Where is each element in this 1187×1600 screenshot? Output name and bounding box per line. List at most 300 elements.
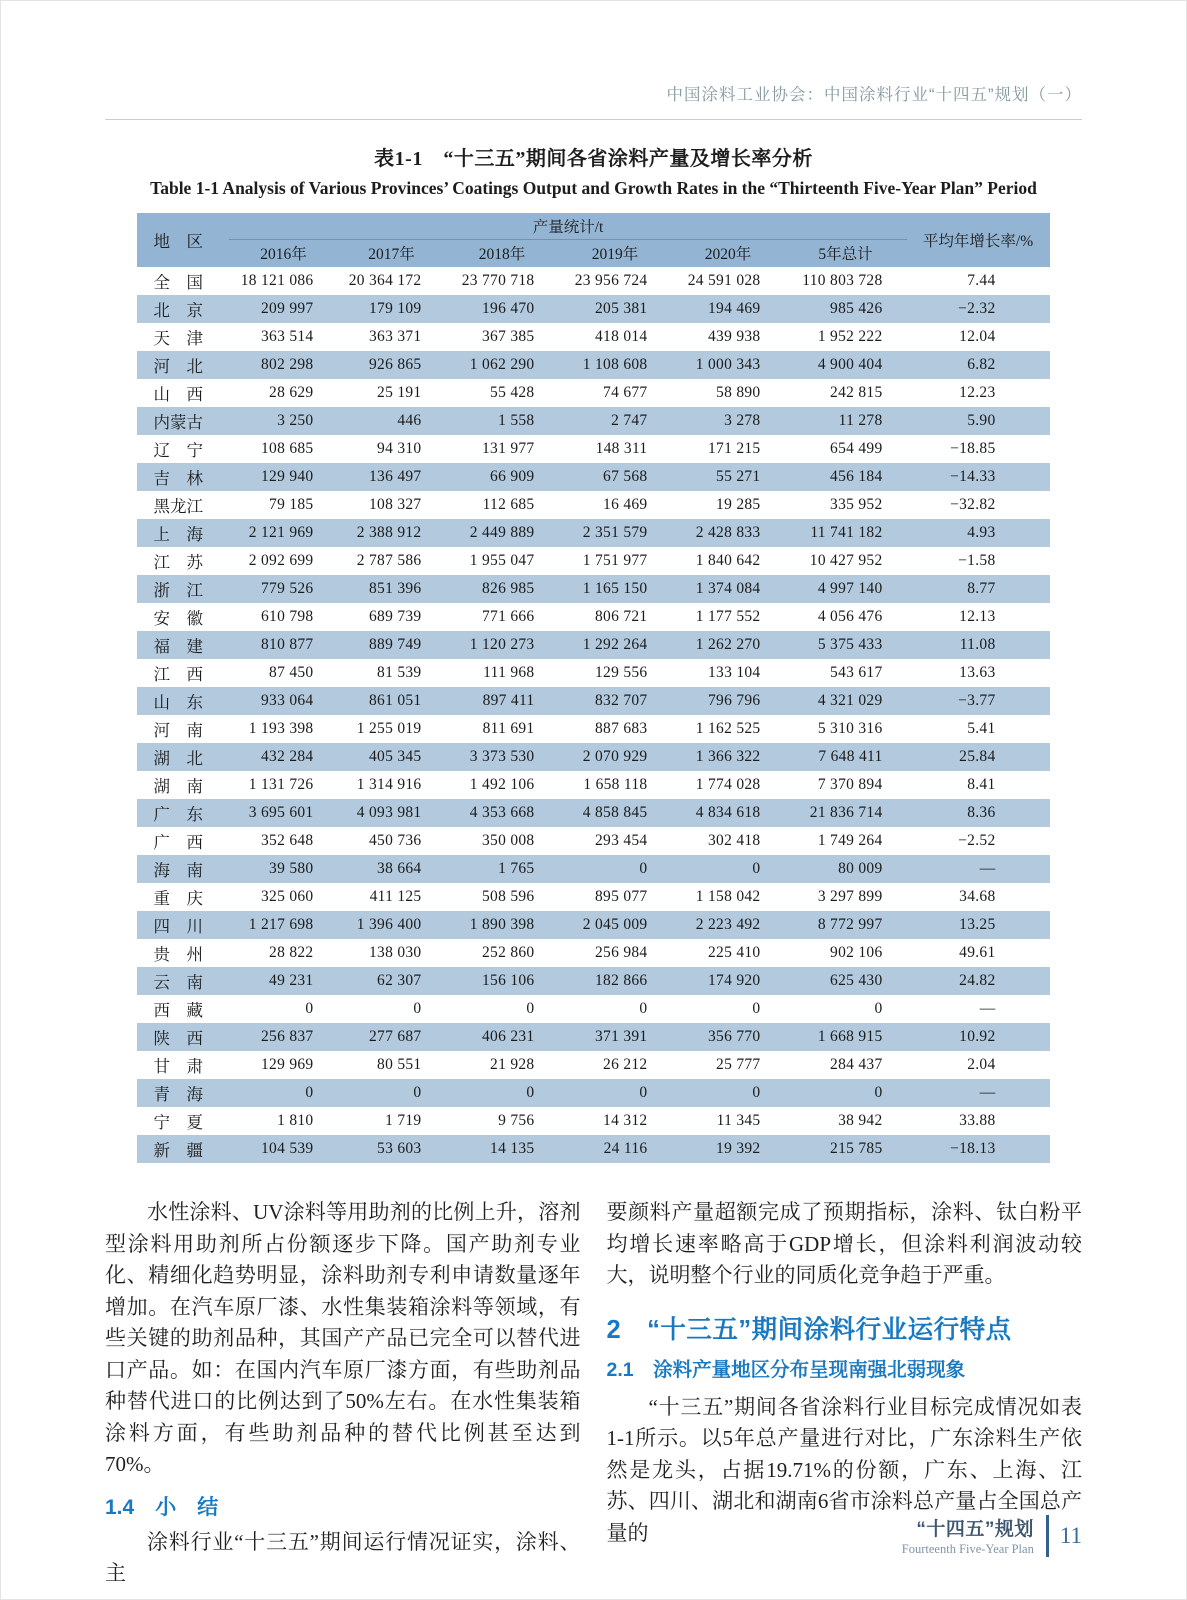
value-cell: 4 997 140 [817,580,883,597]
region-cell: 吉 林 [153,469,203,488]
value-cell: 7 648 411 [818,748,883,765]
provinces-output-table [137,213,1049,1163]
table-row [137,715,1049,743]
table-row [137,547,1049,575]
value-cell: 1 193 398 [248,720,314,737]
region-cell: 安 徽 [153,609,203,628]
table-row [137,351,1049,379]
value-cell: 2 351 579 [582,524,648,541]
region-cell: 辽 宁 [153,441,203,460]
region-cell: 云 南 [153,973,203,992]
value-cell: 802 298 [261,356,314,373]
footer-plan-en: Fourteenth Five-Year Plan [901,1542,1034,1556]
value-cell: 5 310 316 [817,720,883,737]
region-cell: 江 西 [153,665,203,684]
value-cell: 450 736 [369,832,422,849]
growth-cell: 5.90 [967,412,996,429]
header-five-year-total: 5年总计 [784,239,906,267]
value-cell: 108 685 [261,440,314,457]
value-cell: 1 952 222 [817,328,883,345]
value-cell: 418 014 [595,328,648,345]
value-cell: 94 310 [377,440,422,457]
region-cell: 河 南 [153,721,203,740]
value-cell: 356 770 [708,1028,761,1045]
table-row [137,771,1049,799]
growth-cell: 8.36 [967,804,996,821]
value-cell: 1 719 [385,1112,422,1129]
value-cell: 902 106 [830,944,883,961]
value-cell: 0 [639,1084,648,1101]
value-cell: 1 765 [498,860,535,877]
value-cell: 0 [752,1084,761,1101]
value-cell: 25 191 [377,384,422,401]
table-header-row-1 [137,213,1049,239]
value-cell: 4 321 029 [817,692,883,709]
value-cell: 129 556 [595,664,648,681]
table-row [137,463,1049,491]
growth-cell: 12.04 [959,328,996,345]
value-cell: 610 798 [261,608,314,625]
value-cell: 194 469 [708,300,761,317]
value-cell: 3 278 [724,412,761,429]
table-row [137,491,1049,519]
heading-1-4: 1.4 小 结 [105,1495,219,1519]
growth-cell: −2.32 [958,300,996,317]
value-cell: 0 [874,1084,883,1101]
page-content [1,1,1186,1590]
value-cell: 2 121 969 [248,524,314,541]
value-cell: 352 648 [261,832,314,849]
page-footer [902,1514,1082,1557]
value-cell: 4 353 668 [469,804,535,821]
value-cell: 80 551 [377,1056,422,1073]
right-paragraph-2: “十三五”期间各省涂料行业目标完成情况如表1-1所示。以5年总产量进行对比，广东涂料生产依然是龙头，占据19.71%的份额，广东、上海、江苏、四川、湖北和湖南6省市涂料总产量占全国总产量的 [606,1394,1082,1545]
table-row [137,827,1049,855]
table-row [137,295,1049,323]
value-cell: 209 997 [261,300,314,317]
value-cell: 2 787 586 [356,552,422,569]
value-cell: 4 056 476 [817,608,883,625]
running-head: 中国涂料工业协会：中国涂料行业“十四五”规划（一） [666,86,1082,104]
value-cell: 28 629 [269,384,314,401]
region-cell: 北 京 [153,301,203,320]
value-cell: 79 185 [269,496,314,513]
value-cell: 810 877 [261,636,314,653]
value-cell: 2 449 889 [469,524,535,541]
value-cell: 806 721 [595,608,648,625]
value-cell: 49 231 [269,972,314,989]
value-cell: 851 396 [369,580,422,597]
value-cell: 367 385 [482,328,535,345]
region-cell: 福 建 [153,637,203,656]
growth-cell: 11.08 [959,636,996,653]
left-paragraph-1: 水性涂料、UV涂料等用助剂的比例上升，溶剂型涂料用助剂所占份额逐步下降。国产助剂专业化、精细化趋势明显，涂料助剂专利申请数量逐年增加。在汽车原厂漆、水性集装箱涂料等领域，有些关键的助剂品种，其国产产品已完全可以替代进口产品。如：在国内汽车原厂漆方面，有些助剂品种替代进口的比例达到了50%左右。在水性集装箱涂料方面，有些助剂品种的替代比例甚至达到70%。 [105,1200,581,1476]
value-cell: 325 060 [261,888,314,905]
value-cell: 53 603 [377,1140,422,1157]
value-cell: 156 106 [482,972,535,989]
growth-cell: 24.82 [959,972,996,989]
value-cell: 371 391 [595,1028,648,1045]
table-row [137,1023,1049,1051]
value-cell: 363 371 [369,328,422,345]
table-title-en: Table 1-1 Analysis of Various Provinces’ Coatings Output and Growth Rates in the “Thirteenth Five-Year Plan” Period [150,178,1037,198]
value-cell: 20 364 172 [348,272,422,289]
value-cell: 1 774 028 [695,776,761,793]
value-cell: 1 668 915 [817,1028,883,1045]
value-cell: 138 030 [369,944,422,961]
value-cell: 8 772 997 [817,916,883,933]
growth-cell: 13.63 [959,664,996,681]
value-cell: 129 940 [261,468,314,485]
value-cell: 11 741 182 [810,524,883,541]
value-cell: 5 375 433 [817,636,883,653]
growth-cell: 8.41 [967,776,996,793]
region-cell: 河 北 [153,357,203,376]
value-cell: 256 984 [595,944,648,961]
value-cell: 67 568 [603,468,648,485]
table-row [137,883,1049,911]
value-cell: 1 492 106 [469,776,535,793]
region-cell: 内蒙古 [153,413,203,432]
page-number: 11 [1059,1522,1082,1548]
value-cell: 887 683 [595,720,648,737]
table-row [137,855,1049,883]
value-cell: 19 392 [716,1140,761,1157]
growth-cell: 5.41 [967,720,996,737]
value-cell: 0 [526,1084,535,1101]
left-column [105,1197,581,1590]
table-title-zh: 表1-1 “十三五”期间各省涂料产量及增长率分析 [374,148,813,170]
growth-cell: 6.82 [967,356,996,373]
region-cell: 西 藏 [153,1001,203,1020]
value-cell: 0 [752,860,761,877]
value-cell: 293 454 [595,832,648,849]
growth-cell: −18.85 [950,440,996,457]
value-cell: 3 695 601 [248,804,314,821]
value-cell: 10 427 952 [809,552,883,569]
region-cell: 陕 西 [153,1029,203,1048]
growth-cell: 7.44 [967,272,996,289]
value-cell: 87 450 [269,664,314,681]
region-cell: 黑龙江 [153,497,203,516]
value-cell: 18 121 086 [240,272,314,289]
table-row [137,407,1049,435]
value-cell: 2 428 833 [695,524,761,541]
value-cell: 933 064 [261,692,314,709]
right-paragraph-1: 要颜料产量超额完成了预期指标，涂料、钛白粉平均增长速率略高于GDP增长，但涂料利润波动较大，说明整个行业的同质化竞争趋于严重。 [606,1200,1082,1287]
growth-cell: −18.13 [950,1140,996,1157]
table-row [137,519,1049,547]
value-cell: 1 810 [277,1112,314,1129]
table-row [137,967,1049,995]
value-cell: 108 327 [369,496,422,513]
table-row [137,799,1049,827]
value-cell: 0 [639,1000,648,1017]
value-cell: 26 212 [603,1056,648,1073]
value-cell: 25 777 [716,1056,761,1073]
value-cell: 1 131 726 [248,776,314,793]
value-cell: 196 470 [482,300,535,317]
value-cell: 24 591 028 [687,272,761,289]
value-cell: 543 617 [830,664,883,681]
value-cell: 2 223 492 [695,916,761,933]
region-cell: 上 海 [153,525,203,544]
value-cell: 11 345 [716,1112,761,1129]
header-year-2017: 2017年 [337,239,445,267]
value-cell: 2 388 912 [356,524,422,541]
value-cell: 0 [526,1000,535,1017]
value-cell: 1 262 270 [695,636,761,653]
value-cell: 1 158 042 [695,888,761,905]
table-row [137,267,1049,295]
value-cell: 0 [305,1000,314,1017]
footer-plan-title [902,1514,1034,1557]
value-cell: 0 [874,1000,883,1017]
region-cell: 甘 肃 [153,1057,203,1076]
left-paragraph-2: 涂料行业“十三五”期间运行情况证实，涂料、主 [105,1529,581,1585]
growth-cell: −3.77 [958,692,996,709]
region-cell: 山 东 [153,693,203,712]
value-cell: 21 836 714 [809,804,883,821]
value-cell: 131 977 [482,440,535,457]
value-cell: 1 751 977 [582,552,648,569]
value-cell: 182 866 [595,972,648,989]
table-row [137,687,1049,715]
value-cell: 179 109 [369,300,422,317]
region-cell: 重 庆 [153,889,203,908]
growth-cell: 25.84 [959,748,996,765]
value-cell: 1 177 552 [695,608,761,625]
value-cell: 1 165 150 [582,580,648,597]
value-cell: 439 938 [708,328,761,345]
value-cell: 508 596 [482,888,535,905]
value-cell: 1 374 084 [695,580,761,597]
value-cell: 225 410 [708,944,761,961]
value-cell: 985 426 [830,300,883,317]
value-cell: 55 271 [716,468,761,485]
value-cell: 1 749 264 [817,832,883,849]
value-cell: 432 284 [261,748,314,765]
header-output-group: 产量统计/t [229,213,906,239]
region-cell: 四 川 [153,917,203,936]
table-row [137,1051,1049,1079]
growth-cell: 8.77 [967,580,996,597]
value-cell: 302 418 [708,832,761,849]
value-cell: 3 250 [277,412,314,429]
growth-cell: 2.04 [967,1056,996,1073]
region-cell: 浙 江 [153,581,203,600]
growth-cell: — [979,860,996,877]
value-cell: 11 278 [838,412,883,429]
value-cell: 456 184 [830,468,883,485]
value-cell: 796 796 [708,692,761,709]
value-cell: 252 860 [482,944,535,961]
header-year-2016: 2016年 [229,239,337,267]
growth-cell: 34.68 [959,888,996,905]
value-cell: 4 900 404 [817,356,883,373]
value-cell: 411 125 [369,888,422,905]
header-growth: 平均年增长率/% [907,213,1050,267]
value-cell: 2 092 699 [248,552,314,569]
growth-cell: — [979,1084,996,1101]
value-cell: 1 120 273 [469,636,535,653]
value-cell: 111 968 [483,664,535,681]
table-row [137,575,1049,603]
value-cell: 4 093 981 [356,804,422,821]
growth-cell: — [979,1000,996,1017]
value-cell: 80 009 [838,860,883,877]
value-cell: 0 [752,1000,761,1017]
value-cell: 889 749 [369,636,422,653]
value-cell: 2 070 929 [582,748,648,765]
growth-cell: 12.13 [959,608,996,625]
header-year-2018: 2018年 [445,239,558,267]
value-cell: 405 345 [369,748,422,765]
value-cell: 242 815 [830,384,883,401]
value-cell: 16 469 [603,496,648,513]
growth-cell: −1.58 [958,552,996,569]
value-cell: 66 909 [490,468,535,485]
value-cell: 1 162 525 [695,720,761,737]
value-cell: 24 116 [603,1140,648,1157]
region-cell: 天 津 [153,329,203,348]
value-cell: 446 [397,412,422,429]
table-row [137,435,1049,463]
value-cell: 4 858 845 [582,804,648,821]
header-year-2020: 2020年 [671,239,784,267]
value-cell: 110 803 728 [802,272,883,289]
value-cell: 3 297 899 [817,888,883,905]
value-cell: 3 373 530 [469,748,535,765]
growth-cell: 10.92 [959,1028,996,1045]
value-cell: 0 [413,1000,422,1017]
table-row [137,911,1049,939]
region-cell: 广 西 [153,833,203,852]
table-row [137,659,1049,687]
growth-cell: 12.23 [959,384,996,401]
growth-cell: −2.52 [958,832,996,849]
value-cell: 771 666 [482,608,535,625]
region-cell: 山 西 [153,385,203,404]
value-cell: 62 307 [377,972,422,989]
region-cell: 海 南 [153,861,203,880]
value-cell: 625 430 [830,972,883,989]
value-cell: 1 217 698 [248,916,314,933]
growth-cell: −32.82 [950,496,996,513]
region-cell: 湖 北 [153,749,203,768]
value-cell: 826 985 [482,580,535,597]
value-cell: 284 437 [830,1056,883,1073]
value-cell: 205 381 [595,300,648,317]
region-cell: 贵 州 [153,945,203,964]
value-cell: 926 865 [369,356,422,373]
footer-plan-zh: “十四五”规划 [916,1519,1034,1540]
value-cell: 9 756 [498,1112,535,1129]
value-cell: 811 691 [482,720,535,737]
value-cell: 1 955 047 [469,552,535,569]
value-cell: 1 840 642 [695,552,761,569]
value-cell: 148 311 [595,440,648,457]
growth-cell: 49.61 [959,944,996,961]
value-cell: 23 956 724 [574,272,648,289]
value-cell: 779 526 [261,580,314,597]
value-cell: 104 539 [261,1140,314,1157]
value-cell: 21 928 [490,1056,535,1073]
value-cell: 14 312 [603,1112,648,1129]
value-cell: 174 920 [708,972,761,989]
value-cell: 1 396 400 [356,916,422,933]
value-cell: 136 497 [369,468,422,485]
value-cell: 4 834 618 [695,804,761,821]
region-cell: 江 苏 [153,553,203,572]
value-cell: 2 747 [611,412,648,429]
header-year-2019: 2019年 [558,239,671,267]
region-cell: 新 疆 [153,1141,203,1160]
footer-divider-bar [1046,1515,1049,1557]
value-cell: 129 969 [261,1056,314,1073]
value-cell: 215 785 [830,1140,883,1157]
value-cell: 0 [413,1084,422,1101]
value-cell: 7 370 894 [817,776,883,793]
header-region: 地 区 [137,213,229,267]
value-cell: 654 499 [830,440,883,457]
heading-2: 2 “十三五”期间涂料行业运行特点 [606,1315,1012,1344]
value-cell: 39 580 [269,860,314,877]
growth-cell: 4.93 [967,524,996,541]
value-cell: 1 314 916 [356,776,422,793]
value-cell: 81 539 [377,664,422,681]
value-cell: 363 514 [261,328,314,345]
growth-cell: 33.88 [959,1112,996,1129]
region-cell: 青 海 [153,1085,203,1104]
value-cell: 19 285 [716,496,761,513]
value-cell: 1 108 608 [582,356,648,373]
value-cell: 1 658 118 [583,776,648,793]
value-cell: 23 770 718 [461,272,535,289]
value-cell: 256 837 [261,1028,314,1045]
value-cell: 1 890 398 [469,916,535,933]
region-cell: 湖 南 [153,777,203,796]
value-cell: 277 687 [369,1028,422,1045]
region-cell: 广 东 [153,805,203,824]
table-row [137,631,1049,659]
value-cell: 895 077 [595,888,648,905]
value-cell: 1 255 019 [356,720,422,737]
header-rule [105,119,1082,120]
value-cell: 74 677 [603,384,648,401]
value-cell: 0 [639,860,648,877]
value-cell: 1 558 [498,412,535,429]
table-row [137,1107,1049,1135]
value-cell: 1 062 290 [469,356,535,373]
value-cell: 0 [305,1084,314,1101]
value-cell: 350 008 [482,832,535,849]
table-row [137,323,1049,351]
value-cell: 1 000 343 [695,356,761,373]
table-body [137,267,1049,1163]
value-cell: 1 366 322 [695,748,761,765]
table-row [137,995,1049,1023]
value-cell: 171 215 [708,440,761,457]
growth-cell: −14.33 [950,468,996,485]
value-cell: 689 739 [369,608,422,625]
table-row [137,1079,1049,1107]
value-cell: 861 051 [369,692,422,709]
value-cell: 58 890 [716,384,761,401]
value-cell: 897 411 [482,692,535,709]
table-row [137,603,1049,631]
table-row [137,1135,1049,1163]
